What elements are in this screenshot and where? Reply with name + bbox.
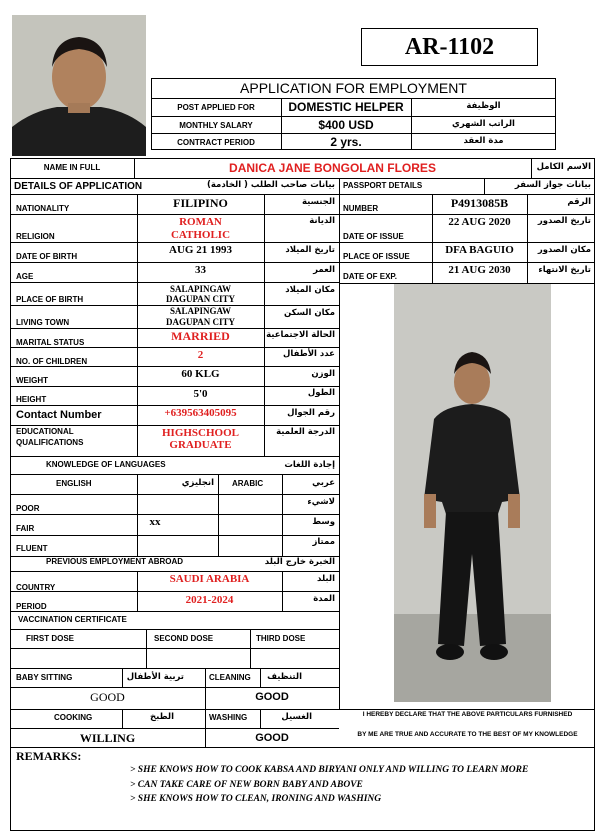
baby-sitting-ar: تربية الأطفال: [126, 672, 184, 682]
cleaning-label: CLEANING: [209, 673, 251, 682]
salary-label: MONTHLY SALARY: [179, 121, 253, 130]
height-label: HEIGHT: [16, 395, 47, 404]
pob-ar: مكان الميلاد: [285, 285, 335, 295]
marital-value: MARRIED: [171, 329, 230, 343]
weight-value: 60 KLG: [181, 368, 220, 380]
pob-label: PLACE OF BIRTH: [16, 295, 84, 304]
languages-ar: إجادة اللغات: [284, 460, 335, 470]
cooking-label: COOKING: [54, 713, 93, 722]
cooking-ar: الطبخ: [150, 712, 174, 722]
arabic-ar: عربي: [312, 478, 335, 488]
passport-label: PASSPORT DETAILS: [343, 181, 423, 190]
edu-label-2: QUALIFICATIONS: [16, 438, 84, 447]
english-ar: انجليزي: [181, 478, 214, 488]
post-ar: الوظيفة: [466, 101, 501, 111]
contact-label: Contact Number: [16, 409, 102, 421]
reference-number: AR-1102: [404, 34, 495, 60]
application-title: APPLICATION FOR EMPLOYMENT: [240, 80, 467, 96]
edu-ar: الدرجة العلمية: [276, 427, 335, 437]
age-value: 33: [195, 264, 206, 276]
fair-ar: وسط: [312, 517, 335, 527]
contact-value: +639563405095: [164, 407, 237, 419]
portrait-photo: [12, 15, 146, 156]
dob-label: DATE OF BIRTH: [16, 252, 78, 261]
full-body-photo: [394, 284, 551, 702]
height-value: 5'0: [193, 388, 208, 400]
contract-ar: مدة العقد: [463, 136, 504, 146]
declaration-line-1: I HEREBY DECLARE THAT THE ABOVE PARTICULARS FURNISHED: [362, 711, 573, 718]
living-label: LIVING TOWN: [16, 318, 70, 327]
baby-sitting-value: GOOD: [90, 690, 125, 704]
full-body-photo-art: [394, 284, 551, 702]
salary-value: $400 USD: [318, 118, 374, 132]
remark-item: > SHE KNOWS HOW TO CLEAN, IRONING AND WASHING: [130, 794, 382, 804]
religion-label: RELIGION: [16, 232, 55, 241]
period-value: 2021-2024: [185, 594, 234, 606]
english-label: ENGLISH: [56, 479, 92, 488]
washing-label: WASHING: [209, 713, 248, 722]
living-value-1: SALAPINGAW: [169, 306, 231, 316]
cleaning-value: GOOD: [255, 691, 289, 703]
place-issue-label: PLACE OF ISSUE: [343, 252, 410, 261]
passport-number-ar: الرقم: [567, 197, 591, 207]
remark-item: > CAN TAKE CARE OF NEW BORN BABY AND ABOVE: [130, 780, 363, 790]
place-issue-value: DFA BAGUIO: [445, 244, 514, 256]
passport-number-value: P4913085B: [450, 196, 509, 210]
dob-ar: تاريخ الميلاد: [285, 245, 335, 255]
first-dose-label: FIRST DOSE: [26, 634, 75, 643]
fluent-label: FLUENT: [16, 544, 48, 553]
details-label: DETAILS OF APPLICATION: [14, 181, 143, 192]
name-value: DANICA JANE BONGOLAN FLORES: [229, 161, 436, 175]
arabic-label: ARABIC: [232, 479, 264, 488]
details-ar: بيانات صاحب الطلب ( الخادمة): [207, 180, 335, 190]
religion-value-1: ROMAN: [179, 216, 222, 228]
nationality-label: NATIONALITY: [16, 204, 70, 213]
fair-label: FAIR: [16, 524, 35, 533]
edu-label-1: EDUCATIONAL: [16, 427, 74, 436]
age-ar: العمر: [313, 265, 335, 275]
second-dose-label: SECOND DOSE: [154, 634, 214, 643]
previous-ar: الخبرة خارج البلد: [264, 557, 335, 567]
poor-label: POOR: [16, 504, 40, 513]
children-value: 2: [197, 349, 204, 361]
religion-value-2: CATHOLIC: [170, 229, 231, 241]
age-label: AGE: [16, 272, 34, 281]
salary-ar: الراتب الشهري: [452, 119, 515, 129]
country-value: SAUDI ARABIA: [169, 573, 250, 585]
religion-ar: الديانة: [309, 216, 335, 226]
baby-sitting-label: BABY SITTING: [16, 673, 73, 682]
living-value-2: DAGUPAN CITY: [165, 317, 236, 327]
languages-label: KNOWLEDGE OF LANGUAGES: [46, 460, 166, 469]
weight-label: WEIGHT: [16, 376, 48, 385]
marital-ar: الحالة الاجتماعية: [266, 330, 335, 340]
contract-value: 2 yrs.: [330, 135, 362, 149]
contract-label: CONTRACT PERIOD: [177, 138, 255, 147]
post-value: DOMESTIC HELPER: [288, 100, 404, 114]
previous-label: PREVIOUS EMPLOYMENT ABROAD: [46, 557, 184, 566]
name-label: NAME IN FULL: [43, 163, 101, 172]
third-dose-label: THIRD DOSE: [256, 634, 306, 643]
fair-english-mark: xx: [149, 516, 161, 528]
pob-value-2: DAGUPAN CITY: [165, 294, 236, 304]
post-label: POST APPLIED FOR: [177, 103, 255, 112]
poor-ar: لاشيء: [307, 497, 335, 507]
place-issue-ar: مكان الصدور: [537, 245, 591, 255]
issue-date-value: 22 AUG 2020: [448, 216, 511, 228]
exp-date-value: 21 AUG 2030: [448, 264, 511, 276]
marital-label: MARITAL STATUS: [16, 338, 85, 347]
passport-ar: بيانات جواز السفر: [514, 180, 591, 190]
remarks-label: REMARKS:: [16, 749, 82, 763]
period-ar: المدة: [313, 594, 335, 604]
edu-value-2: GRADUATE: [169, 439, 232, 451]
vaccination-label: VACCINATION CERTIFICATE: [18, 615, 127, 624]
edu-value-1: HIGHSCHOOL: [161, 427, 240, 439]
washing-value: GOOD: [255, 732, 289, 744]
exp-date-ar: تاريخ الانتهاء: [538, 265, 591, 275]
height-ar: الطول: [307, 388, 335, 398]
portrait-photo-art: [12, 15, 146, 156]
remark-item: > SHE KNOWS HOW TO COOK KABSA AND BIRYANI ONLY AND WILLING TO LEARN MORE: [130, 765, 529, 775]
washing-ar: الغسيل: [281, 712, 312, 722]
issue-date-label: DATE OF ISSUE: [343, 232, 404, 241]
name-ar: الاسم الكامل: [536, 162, 591, 172]
country-ar: البلد: [317, 574, 335, 584]
country-label: COUNTRY: [16, 583, 56, 592]
fluent-ar: ممتاز: [312, 537, 335, 547]
living-ar: مكان السكن: [284, 308, 335, 318]
children-ar: عدد الأطفال: [283, 349, 335, 359]
children-label: NO. OF CHILDREN: [16, 357, 88, 366]
pob-value-1: SALAPINGAW: [169, 284, 231, 294]
nationality-value: FILIPINO: [173, 196, 228, 210]
issue-date-ar: تاريخ الصدور: [537, 216, 591, 226]
period-label: PERIOD: [16, 602, 47, 611]
cooking-value: WILLING: [79, 731, 136, 745]
cleaning-ar: التنظيف: [267, 672, 302, 682]
reference-box: [361, 28, 538, 66]
dob-value: AUG 21 1993: [169, 244, 232, 256]
contact-ar: رقم الجوال: [287, 408, 335, 418]
weight-ar: الوزن: [311, 369, 335, 379]
declaration-line-2: BY ME ARE TRUE AND ACCURATE TO THE BEST OF MY KNOWLEDGE: [357, 731, 578, 738]
nationality-ar: الجنسية: [302, 197, 335, 207]
passport-number-label: NUMBER: [343, 204, 379, 213]
exp-date-label: DATE OF EXP.: [343, 272, 397, 281]
